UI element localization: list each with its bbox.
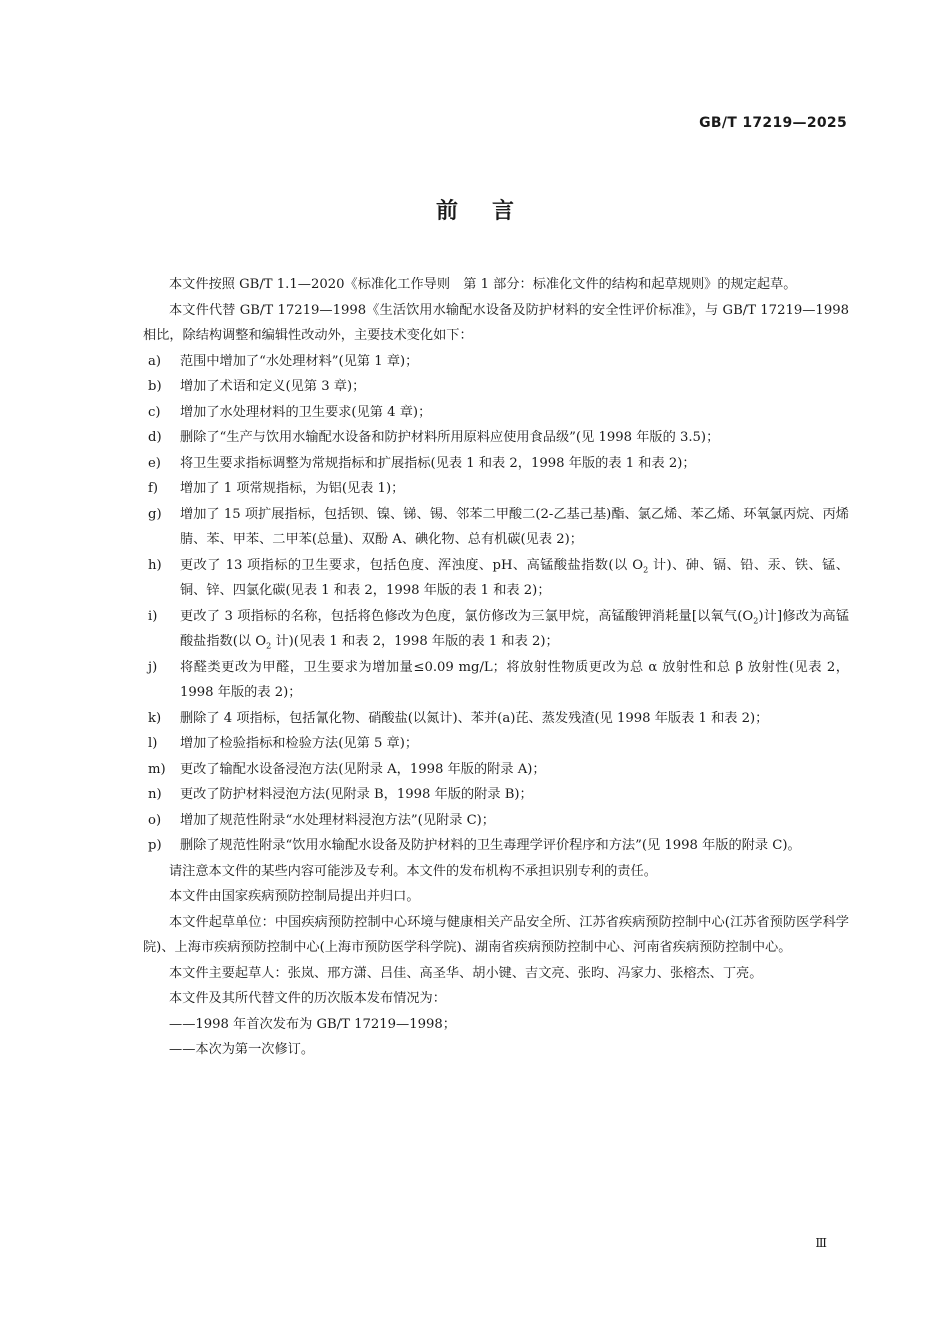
- change-item: [143, 833, 849, 859]
- item-label: g): [148, 506, 162, 522]
- item-text: 删除了“生产与饮用水输配水设备和防护材料所用原料应使用食品级”(见 1998 年版的 3.5)；: [180, 430, 720, 445]
- history-item: ——1998 年首次发布为 GB/T 17219—1998；: [169, 1016, 456, 1032]
- item-label: h): [148, 557, 162, 573]
- history-item: ——本次为第一次修订。: [169, 1042, 315, 1057]
- item-text: )计]修改为高锰酸盐指数(以 O: [180, 608, 850, 649]
- item-text: 增加了检验指标和检验方法(见第 5 章)；: [180, 736, 419, 751]
- drafters-paragraph: 本文件主要起草人：张岚、邢方潇、吕佳、高圣华、胡小键、吉文亮、张昀、冯家力、张榕杰、丁亮。: [169, 965, 763, 981]
- change-item: [143, 604, 849, 655]
- history-intro: 本文件及其所代替文件的历次版本发布情况为：: [169, 991, 446, 1006]
- item-label: j): [148, 659, 158, 675]
- foreword-body: [143, 272, 849, 1063]
- item-label: c): [148, 404, 161, 420]
- item-text: 更改了输配水设备浸泡方法(见附录 A，1998 年版的附录 A)；: [180, 761, 546, 777]
- item-text: 增加了 1 项常规指标，为铝(见表 1)；: [180, 481, 405, 496]
- change-item: [143, 553, 849, 604]
- intro-paragraph: 本文件按照 GB/T 1.1—2020《标准化工作导则 第 1 部分：标准化文件的结构和起草规则》的规定起草。: [169, 277, 797, 292]
- item-label: b): [148, 379, 162, 394]
- change-item: [143, 808, 849, 834]
- item-label: n): [148, 787, 162, 802]
- item-label: l): [148, 736, 158, 751]
- subscript: 2: [643, 565, 649, 575]
- change-item: [143, 451, 849, 477]
- item-text: 删除了规范性附录“饮用水输配水设备及防护材料的卫生毒理学评价程序和方法”(见 1998 年版的附录 C)。: [180, 838, 801, 853]
- item-text: 增加了术语和定义(见第 3 章)；: [180, 379, 366, 394]
- item-label: m): [148, 761, 166, 777]
- item-text: 增加了规范性附录“水处理材料浸泡方法”(见附录 C)；: [180, 812, 495, 828]
- subscript: 2: [266, 641, 272, 651]
- page-title: 前言: [435, 199, 548, 224]
- item-label: e): [148, 455, 161, 471]
- change-item: [143, 782, 849, 808]
- item-text: 更改了防护材料浸泡方法(见附录 B，1998 年版的附录 B)；: [180, 787, 533, 802]
- drafting-units-paragraph: 本文件起草单位：中国疾病预防控制中心环境与健康相关产品安全所、江苏省疾病预防控制中心(江苏省预防医学科学院)、上海市疾病预防控制中心(上海市预防医学科学院)、湖南省疾病预防控制中心、河南省疾病预防控制中心。: [143, 914, 849, 955]
- item-label: p): [148, 838, 162, 853]
- item-label: d): [148, 430, 162, 445]
- change-item: [143, 502, 849, 553]
- change-item: [143, 476, 849, 502]
- patent-notice: 请注意本文件的某些内容可能涉及专利。本文件的发布机构不承担识别专利的责任。: [169, 863, 657, 879]
- page-number: Ⅲ: [815, 1236, 827, 1250]
- change-item: [143, 757, 849, 783]
- change-item: [143, 731, 849, 757]
- change-item: [143, 400, 849, 426]
- change-item: [143, 374, 849, 400]
- change-item: [143, 425, 849, 451]
- item-text: 更改了 13 项指标的卫生要求，包括色度、浑浊度、pH、高锰酸盐指数(以 O: [180, 557, 644, 573]
- item-text: 增加了水处理材料的卫生要求(见第 4 章)；: [180, 404, 432, 420]
- item-text: 计)(见表 1 和表 2，1998 年版的表 1 和表 2)；: [271, 634, 559, 649]
- item-text: 删除了 4 项指标，包括氰化物、硝酸盐(以氮计)、苯并(a)芘、蒸发残渣(见 1998 年版表 1 和表 2)；: [180, 710, 769, 726]
- change-item: [143, 706, 849, 732]
- standard-number: GB/T 17219—2025: [699, 115, 847, 131]
- item-label: k): [148, 710, 162, 726]
- subscript: 2: [753, 616, 759, 626]
- intro-paragraph: 本文件代替 GB/T 17219—1998《生活饮用水输配水设备及防护材料的安全性评价标准》，与 GB/T 17219—1998 相比，除结构调整和编辑性改动外，主要技术变化如下：: [143, 302, 849, 343]
- item-label: f): [148, 481, 159, 496]
- item-text: 将卫生要求指标调整为常规指标和扩展指标(见表 1 和表 2，1998 年版的表 1 和表 2)；: [180, 455, 696, 471]
- item-label: a): [148, 353, 162, 369]
- item-text: 增加了 15 项扩展指标，包括钡、镍、锑、锡、邻苯二甲酸二(2-乙基己基)酯、氯乙烯、苯乙烯、环氧氯丙烷、丙烯腈、苯、甲苯、二甲苯(总量)、双酚 A、碘化物、总有机碳(见表 2)；: [180, 506, 849, 547]
- item-text: 计)、砷、镉、铅、汞、铁、锰、铜、锌、四氯化碳(见表 1 和表 2，1998 年版的表 1 和表 2)；: [180, 557, 849, 598]
- item-label: i): [148, 608, 158, 624]
- item-label: o): [148, 812, 162, 828]
- item-text: 范围中增加了“水处理材料”(见第 1 章)；: [180, 353, 419, 369]
- change-item: [143, 655, 849, 706]
- proposer-paragraph: 本文件由国家疾病预防控制局提出并归口。: [169, 889, 420, 904]
- change-item: [143, 349, 849, 375]
- item-text: 将醛类更改为甲醛，卫生要求为增加量≤0.09 mg/L；将放射性物质更改为总 α 放射性和总 β 放射性(见表 2，1998 年版的表 2)；: [180, 659, 849, 700]
- item-text: 更改了 3 项指标的名称，包括将色修改为色度，氯仿修改为三氯甲烷，高锰酸钾消耗量[以氧气(O: [180, 608, 754, 624]
